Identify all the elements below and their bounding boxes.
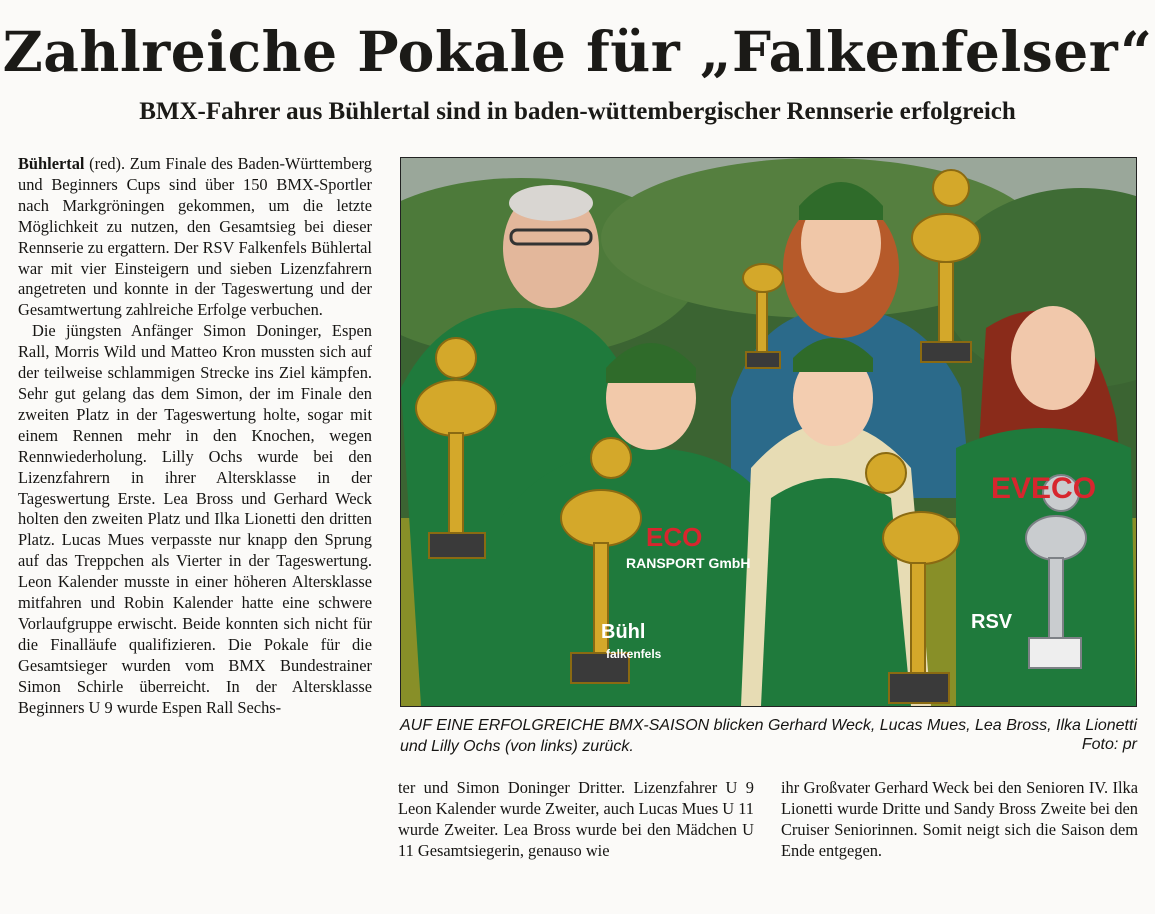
photo-caption bbox=[400, 716, 1137, 757]
jersey-text-eco: ECO bbox=[646, 522, 703, 552]
article-column-2-text: ter und Simon Doninger Dritter. Lizenzfahrer U 9 Leon Kalender wurde Zweiter, auch Lucas Mues U 11 wurde Zweiter. Lea Bross wurde bei den Mädchen U 11 Gesamtsiegerin, genauso wie bbox=[398, 778, 755, 860]
team-photo bbox=[400, 157, 1137, 707]
subheadline: BMX-Fahrer aus Bühlertal sind in baden-wüttembergischer Rennserie erfolgreich bbox=[139, 98, 1016, 125]
photo-credit: Foto: pr bbox=[1081, 736, 1137, 753]
paragraph-1-text: (red). Zum Finale des Baden-Württemberg und Beginners Cups sind über 150 BMX-Sportler nach Markgröningen gekommen, um die letzte Möglichkeit zu nutzen, den Gesamtsieg bei dieser Rennserie zu ergattern. Der RSV Falkenfels Bühlertal war mit vier Einsteigern und sieben Lizenzfahrern angetreten und konnte in der Tageswertung und der Gesamtwertung zahlreiche Erfolge verbuchen. bbox=[18, 154, 372, 320]
caption-text: blicken Gerhard Weck, Lucas Mues, Lea Bross, Ilka Lionetti und Lilly Ochs (von links) zurück. bbox=[400, 717, 1137, 755]
jersey-text-transport: RANSPORT GmbH bbox=[626, 555, 751, 571]
caption-lead: AUF EINE ERFOLGREICHE BMX-SAISON bbox=[400, 717, 710, 734]
jersey-text-falkenfels: falkenfels bbox=[606, 647, 662, 661]
article-column-1 bbox=[18, 154, 372, 718]
article-paragraph-2: Die jüngsten Anfänger Simon Doninger, Espen Rall, Morris Wild und Matteo Kron mussten sich auf der teilweise schlammigen Strecke ins Ziel kämpfen. Sehr gut gelang das dem Simon, der im Finale den zweiten Platz in der Tageswertung holte, sogar mit einem Rennen mehr in den Knochen, wegen Rennwiederholung. Lilly Ochs wurde bei den Lizenzfahrern in ihrer Altersklasse in der Tageswertung Erste. Lea Bross und Gerhard Weck holten den zweiten Platz und Ilka Lionetti den dritten Platz. Lucas Mues verpasste nur knapp den Sprung auf das Treppchen als Vierter in der Tageswertung. Leon Kalender musste in einer höheren Altersklasse mitfahren und Robin Kalender hatte eine schwere Vorlaufgruppe erwischt. Beide konnten sich nicht für die Finalläufe qualifizieren. Die Pokale für die Gesamtsieger wurden vom BMX Bundestrainer Simon Schirle überreicht. In der Altersklasse Beginners U 9 wurde Espen Rall Sechs- bbox=[18, 321, 372, 717]
article-column-2 bbox=[398, 778, 754, 862]
article-column-3 bbox=[781, 778, 1138, 862]
article-paragraph-1 bbox=[18, 154, 372, 321]
jersey-text-eveco: EVECO bbox=[991, 472, 1097, 505]
dateline: Bühlertal bbox=[18, 154, 85, 173]
jersey-text-buehl: Bühl bbox=[601, 621, 646, 643]
jersey-text-rsv: RSV bbox=[971, 611, 1013, 633]
headline: Zahlreiche Pokale für „Falkenfelser“ bbox=[2, 19, 1153, 84]
article-column-3-text: ihr Großvater Gerhard Weck bei den Senioren IV. Ilka Lionetti wurde Dritte und Sandy Bross Zweite bei den Cruiser Seniorinnen. Somit neigt sich die Saison dem Ende entgegen. bbox=[781, 778, 1138, 860]
